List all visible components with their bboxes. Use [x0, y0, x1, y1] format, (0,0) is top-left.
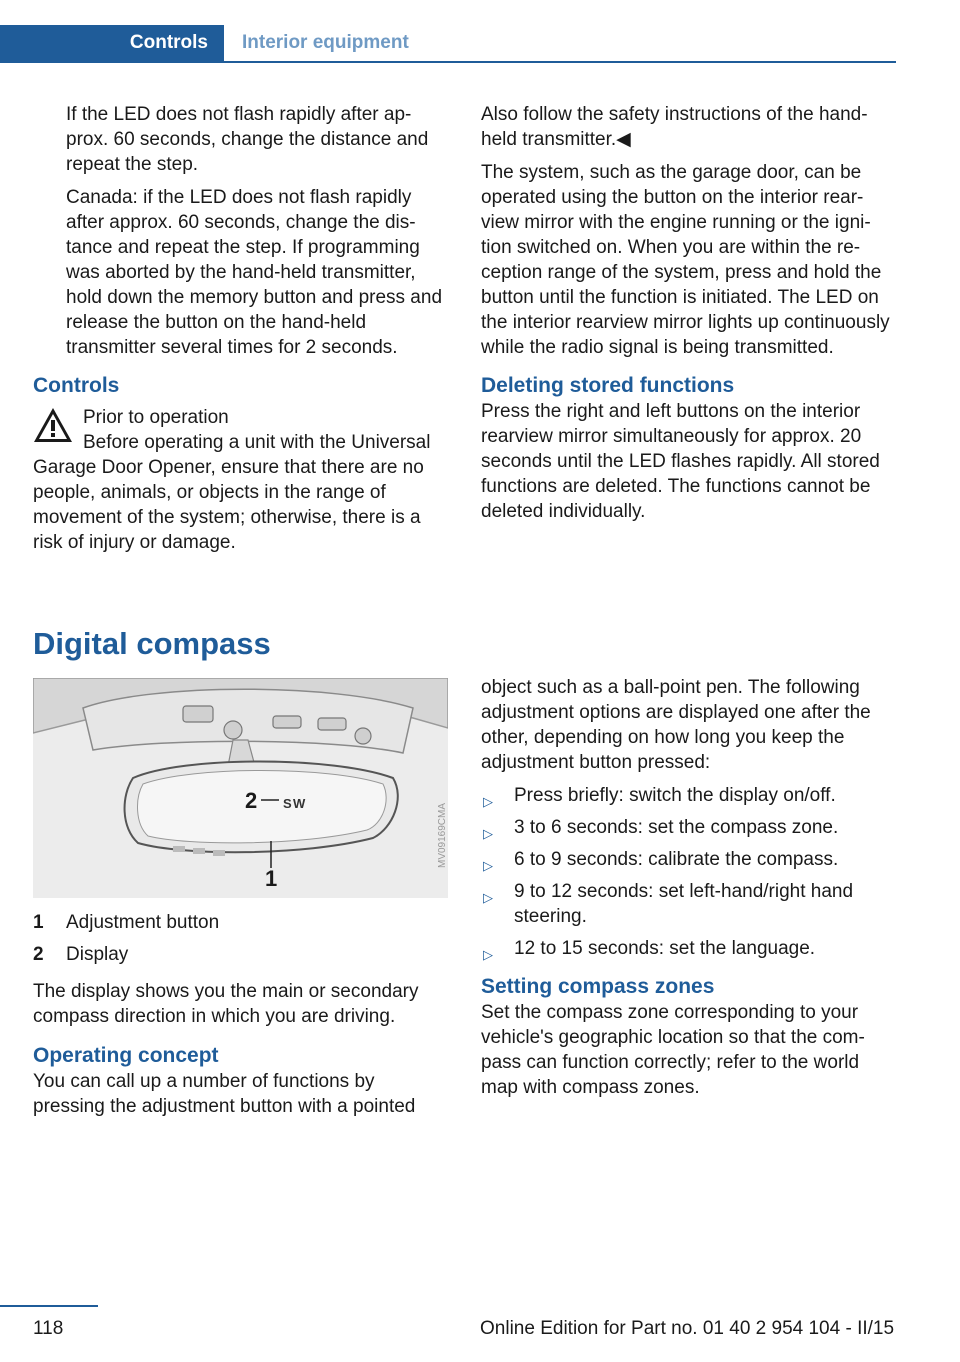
warning-text: Before operating a unit with the Universal Garage Door Opener, ensure that there are no people, animals, or objects in the range of movement of the system; otherwise, there is a risk of injury or damage. [33, 432, 431, 553]
bullet-triangle-icon: ▷ [483, 794, 493, 809]
programming-distance-paragraph: If the LED does not flash rapidly after ap‐ prox. 60 seconds, change the distance and repeat the step. [66, 104, 429, 175]
figure-callout-2: 2 [245, 788, 258, 813]
warning-triangle-icon [33, 407, 73, 443]
page-number: 118 [33, 1318, 64, 1339]
legend-item [33, 942, 448, 967]
list-item: ▷ 3 to 6 seconds: set the compass zone. [481, 815, 896, 840]
figure-code-label: MV09169CMA [437, 802, 448, 868]
setting-compass-zones-text: Set the compass zone corresponding to your vehicle's geographic location so that the com‐ pass can function correctly; refer to the world map with compass zones. [481, 1002, 865, 1098]
figure-callout-1: 1 [265, 866, 278, 891]
legend-number: 1 [33, 912, 44, 933]
bullet-triangle-icon: ▷ [483, 826, 493, 841]
safety-note-paragraph: Also follow the safety instructions of the hand‐ held transmitter.◀ [481, 104, 868, 150]
section-tab-controls[interactable]: Controls [0, 25, 224, 61]
rearview-mirror-illustration [33, 678, 448, 898]
list-item: ▷ 6 to 9 seconds: calibrate the compass. [481, 847, 896, 872]
right-column-top [481, 102, 896, 532]
list-item: ▷ Press briefly: switch the display on/off. [481, 783, 896, 808]
section-tab-interior-equipment[interactable]: Interior equipment [242, 32, 409, 53]
list-item: ▷ 9 to 12 seconds: set left-hand/right hand steering. [483, 881, 854, 927]
svg-text:W: W [293, 796, 306, 811]
display-description: The display shows you the main or secondary compass direction in which you are driving. [33, 981, 419, 1027]
left-column-bottom [33, 910, 448, 1127]
edition-info: Online Edition for Part no. 01 40 2 954 104 - II/15 [480, 1318, 895, 1339]
legend-item [33, 910, 448, 935]
bullet-triangle-icon: ▷ [483, 947, 493, 962]
canada-paragraph: Canada: if the LED does not flash rapidly after approx. 60 seconds, change the dis‐ tance and repeat the step. If programming was aborted by the hand-held transmitter, hold down the memory button and press and release the button on the hand-held transmitter several times for 2 seconds. [66, 187, 443, 358]
bullet-triangle-icon: ▷ [483, 890, 493, 905]
deleting-functions-heading: Deleting stored functions [481, 374, 735, 397]
footer-rule [0, 1305, 98, 1307]
warning-block [33, 405, 448, 555]
operation-paragraph: The system, such as the garage door, can be operated using the button on the interior rear‐ view mirror with the engine running or the igni‐ tion switched on. When you are within the re‐ ception range of the system, press and hold the button until the function is initiated. The LED on the interior rearview mirror lights up continuously while the radio signal is being transmitted. [481, 162, 890, 358]
controls-heading: Controls [33, 374, 120, 397]
legend-number: 2 [33, 944, 44, 965]
adjustment-options-intro: object such as a ball-point pen. The following adjustment options are displayed one after the other, depending on how long you keep the adjustment button pressed: [481, 677, 871, 773]
page-header [0, 25, 896, 63]
right-column-bottom [481, 675, 896, 1108]
operating-concept-text: You can call up a number of functions by pressing the adjustment button with a pointed [33, 1071, 416, 1117]
left-column-top [33, 102, 448, 563]
legend-text: Adjustment button [66, 912, 220, 933]
compass-display-sw-glyph [283, 796, 306, 811]
deleting-functions-text: Press the right and left buttons on the interior rearview mirror simultaneously for approx. 20 seconds until the LED flashes rapidly. All stored functions are deleted. The functions cannot be deleted individually. [481, 401, 880, 522]
bullet-triangle-icon: ▷ [483, 858, 493, 873]
operating-concept-heading: Operating concept [33, 1044, 219, 1067]
adjustment-options-list [481, 783, 896, 961]
digital-compass-heading: Digital compass [33, 626, 271, 661]
svg-text:S: S [283, 796, 292, 811]
setting-compass-zones-heading: Setting compass zones [481, 975, 715, 998]
list-item: ▷ 12 to 15 seconds: set the language. [481, 936, 896, 961]
warning-title: Prior to operation [83, 407, 229, 428]
legend-text: Display [66, 944, 129, 965]
